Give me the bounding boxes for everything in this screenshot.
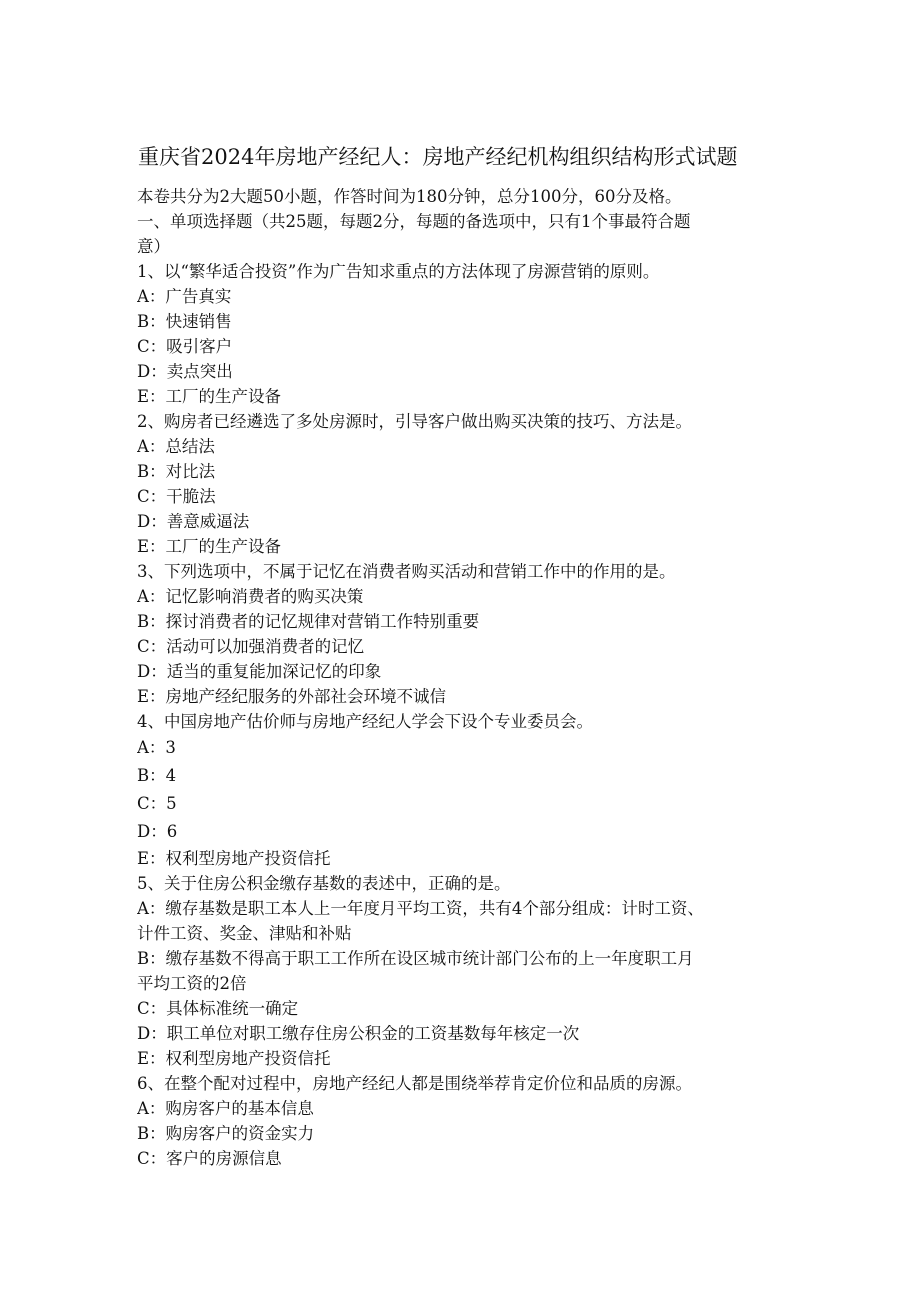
option-b: B：4	[137, 766, 177, 785]
option-e: E：工厂的生产设备	[137, 387, 282, 406]
document-title: 重庆省2024年房地产经纪人：房地产经纪机构组织结构形式试题	[138, 145, 738, 169]
option-a-continued: 计件工资、奖金、津贴和补贴	[137, 924, 352, 943]
question-stem: 2、购房者已经遴选了多处房源时，引导客户做出购买决策的技巧、方法是。	[137, 412, 692, 431]
option-b: B：购房客户的资金实力	[137, 1124, 315, 1143]
option-d: D：职工单位对职工缴存住房公积金的工资基数每年核定一次	[137, 1024, 580, 1043]
option-c: C：活动可以加强消费者的记忆	[137, 637, 365, 656]
option-c: C：具体标准统一确定	[137, 999, 299, 1018]
question-stem: 1、以“繁华适合投资”作为广告知求重点的方法体现了房源营销的原则。	[137, 262, 660, 281]
option-b: B：快速销售	[137, 312, 232, 331]
option-e: E：权利型房地产投资信托	[137, 849, 331, 868]
option-c: C：客户的房源信息	[137, 1149, 282, 1168]
option-b: B：缴存基数不得高于职工工作所在设区城市统计部门公布的上一年度职工月	[137, 949, 694, 968]
option-a: A：广告真实	[137, 287, 232, 306]
exam-intro: 本卷共分为2大题50小题，作答时间为180分钟，总分100分，60分及格。	[137, 187, 682, 206]
option-c: C：干脆法	[137, 487, 216, 506]
option-b-continued: 平均工资的2倍	[137, 974, 247, 993]
option-e: E：工厂的生产设备	[137, 537, 282, 556]
option-e: E：权利型房地产投资信托	[137, 1049, 331, 1068]
option-c: C：5	[137, 794, 177, 813]
option-a: A：3	[137, 738, 176, 757]
option-d: D：善意威逼法	[137, 512, 250, 531]
option-b: B：探讨消费者的记忆规律对营销工作特别重要	[137, 612, 480, 631]
option-a: A：购房客户的基本信息	[137, 1099, 314, 1118]
question-stem: 6、在整个配对过程中，房地产经纪人都是围绕举荐肯定价位和品质的房源。	[137, 1074, 692, 1093]
section-heading-continued: 意）	[137, 237, 170, 256]
question-stem: 4、中国房地产估价师与房地产经纪人学会下设个专业委员会。	[137, 712, 593, 731]
section-heading: 一、单项选择题（共25题，每题2分，每题的备选项中，只有1个事最符合题	[137, 212, 691, 231]
option-b: B：对比法	[137, 462, 216, 481]
option-a: A：总结法	[137, 437, 215, 456]
document-body	[137, 184, 787, 1171]
option-d: D：适当的重复能加深记忆的印象	[137, 662, 382, 681]
option-e: E：房地产经纪服务的外部社会环境不诚信	[137, 687, 447, 706]
question-stem: 3、下列选项中，不属于记忆在消费者购买活动和营销工作中的作用的是。	[137, 562, 676, 581]
option-c: C：吸引客户	[137, 337, 233, 356]
option-a: A：缴存基数是职工本人上一年度月平均工资，共有4个部分组成：计时工资、	[137, 899, 704, 918]
option-d: D：6	[137, 822, 178, 841]
question-stem: 5、关于住房公积金缴存基数的表述中，正确的是。	[137, 874, 511, 893]
option-d: D：卖点突出	[137, 362, 233, 381]
option-a: A：记忆影响消费者的购买决策	[137, 587, 364, 606]
